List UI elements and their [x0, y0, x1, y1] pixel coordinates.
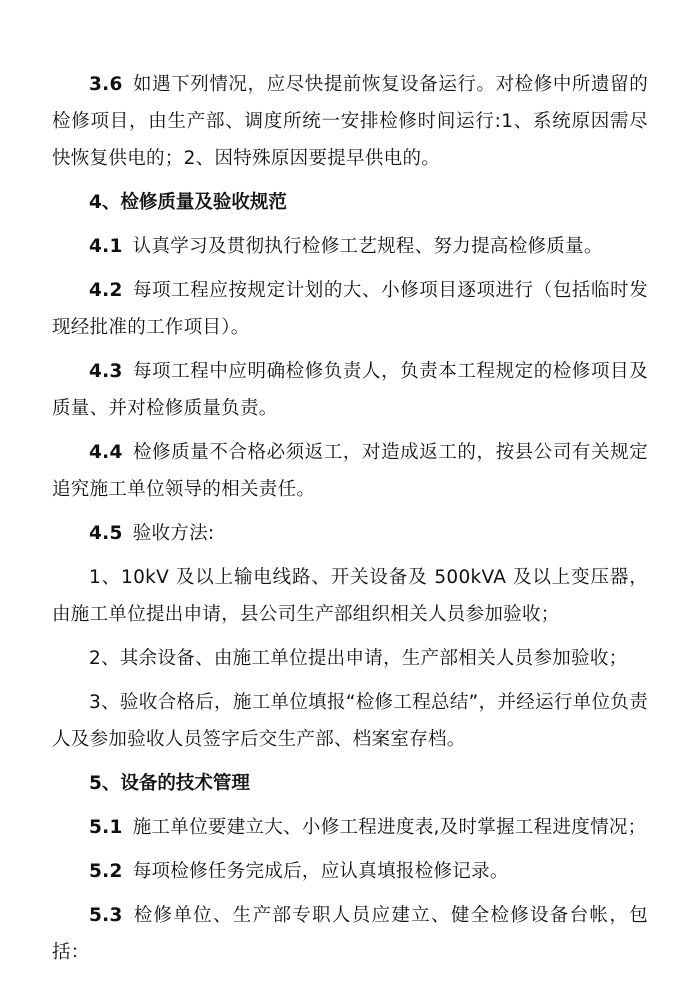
list-item-1: 1、10kV 及以上输电线路、开关设备及 500kVA 及以上变压器，由施工单位提出申请，县公司生产部组织相关人员参加验收；: [52, 567, 648, 625]
paragraph-5-2: [52, 853, 648, 890]
section-number: 4.5: [89, 523, 123, 544]
paragraph-text: 检修单位、生产部专职人员应建立、健全检修设备台帐，包括：: [52, 905, 648, 963]
list-item-3: 3、验收合格后，施工单位填报“检修工程总结”，并经运行单位负责人及参加验收人员签字后交生产部、档案室存档。: [52, 692, 648, 750]
paragraph-4-1: [52, 228, 648, 265]
section-heading-4: 4、检修质量及验收规范: [89, 192, 287, 213]
paragraph-text: 检修质量不合格必须返工，对造成返工的，按县公司有关规定追究施工单位领导的相关责任。: [52, 442, 648, 500]
paragraph-text: 施工单位要建立大、小修工程进度表,及时掌握工程进度情况；: [132, 817, 647, 838]
list-item-2: 2、其余设备、由施工单位提出申请，生产部相关人员参加验收；: [89, 648, 628, 669]
paragraph-text: 如遇下列情况，应尽快提前恢复设备运行。对检修中所遗留的检修项目，由生产部、调度所统一安排检修时间运行:1、系统原因需尽快恢复供电的；2、因特殊原因要提早供电的。: [52, 74, 648, 169]
section-number: 4.1: [89, 236, 123, 257]
section-number: 3.6: [89, 74, 123, 95]
paragraph-4-3: [52, 353, 648, 427]
paragraph-text: 每项检修任务完成后，应认真填报检修记录。: [132, 861, 509, 882]
section-number: 4.3: [89, 361, 123, 382]
paragraph-5-3: [52, 897, 648, 971]
paragraph-text: 每项工程应按规定计划的大、小修项目逐项进行（包括临时发现经批准的工作项目）。: [52, 280, 648, 338]
section-number: 5.2: [89, 861, 123, 882]
section-number: 5.1: [89, 817, 123, 838]
paragraph-4-2: [52, 272, 648, 346]
paragraph-4-4: [52, 434, 648, 508]
paragraph-4-5: [52, 515, 648, 552]
section-heading-5: 5、设备的技术管理: [89, 773, 250, 794]
section-number: 4.4: [89, 442, 123, 463]
paragraph-5-1: [52, 809, 648, 846]
paragraph-text: 认真学习及贯彻执行检修工艺规程、努力提高检修质量。: [132, 236, 603, 257]
section-number: 5.3: [89, 905, 123, 926]
paragraph-text: 验收方法:: [132, 523, 215, 544]
section-number: 4.2: [89, 280, 123, 301]
paragraph-3-6: [52, 66, 648, 177]
paragraph-text: 每项工程中应明确检修负责人，负责本工程规定的检修项目及质量、并对检修质量负责。: [52, 361, 648, 419]
